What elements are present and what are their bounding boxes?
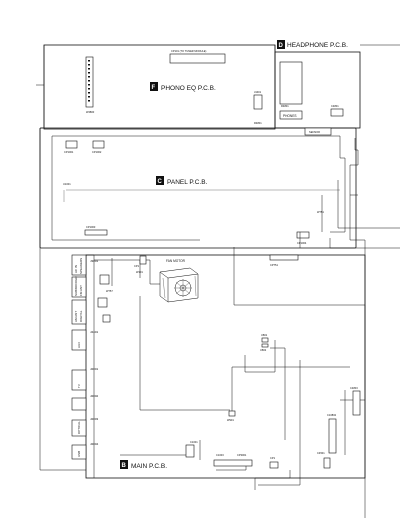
c4501-connector (324, 458, 330, 468)
tuner-connector (170, 54, 225, 63)
board-f-title: PHONO EQ P.C.B. (161, 85, 216, 92)
c1001-label: C1001 (190, 441, 198, 444)
cp1003-connector (85, 230, 107, 235)
cp3001-label: CP3001 (237, 454, 247, 457)
u802-part (262, 344, 268, 347)
u802-label: U802 (260, 349, 267, 352)
jack-label: DIGITAL (79, 310, 83, 322)
c4501-label: C4501 (317, 452, 325, 455)
jack-label: FM ANT (79, 285, 83, 296)
cp-center-part (229, 411, 235, 416)
cp1002-connector (93, 141, 104, 148)
c1003-label: C1003 (216, 454, 224, 457)
u1001-label: U1001 (63, 183, 71, 186)
w4800-label: W4800 (86, 111, 95, 114)
cp1x-connector (270, 462, 278, 468)
jack-label: TV (77, 384, 81, 388)
c10802-label: C10802 (327, 414, 337, 417)
fan-motor-drawing (160, 268, 198, 302)
jack-label: J2001 (90, 367, 99, 371)
r4801-label: R4801 (281, 105, 289, 108)
cp1001-label: CP1001 (64, 151, 74, 154)
phono-eq-pcb (44, 45, 275, 129)
board-b-title: MAIN P.C.B. (131, 463, 168, 470)
jack-label: AM ANT (74, 310, 78, 322)
relay-block-1 (100, 275, 109, 284)
jack-label: AC IN (74, 264, 78, 273)
jack-label: J2004 (90, 442, 99, 446)
phones-label: PHONES (283, 114, 297, 118)
c4801-label: C4801 (331, 105, 339, 108)
tuner-module-label: CP101 (TO TUNER MODULE) (171, 50, 207, 53)
w101-label: W101 (136, 271, 143, 274)
jack-label: OPTICAL (77, 421, 81, 434)
cp1002-label: CP1002 (92, 151, 102, 154)
sensor-tab-label: SENSOR (309, 131, 320, 134)
cp1-label: CP1 (134, 265, 140, 268)
c1001-connector (186, 445, 194, 457)
relay-block-2 (98, 298, 107, 307)
board-c-badge: C (157, 179, 162, 185)
main-pcb (86, 255, 365, 478)
jack-label: SPEAKERS (79, 257, 83, 274)
board-d-title: HEADPHONE P.C.B. (287, 42, 348, 49)
jack-label: AUX (77, 341, 81, 348)
interconnect-wiring (36, 45, 400, 518)
cp751-label: CP751 (270, 264, 278, 267)
jack-label: USB (77, 450, 81, 457)
phono-small-note: R4801 (254, 122, 262, 125)
jack-label: J2002 (90, 394, 99, 398)
j4401-label: J4401 (254, 91, 262, 94)
board-d-badge: D (278, 43, 283, 49)
relay-block-3 (103, 315, 110, 322)
cp1001-connector (66, 141, 77, 148)
jack-label: J2003 (90, 417, 99, 421)
c10802-connector (329, 419, 336, 453)
fan-motor-label: FAN MOTOR (166, 259, 185, 263)
jack-label: J3001 (90, 259, 99, 263)
c4803-connector (353, 391, 360, 415)
jack-label: SUBWOOFER (74, 276, 78, 296)
cp1004-label: CP1004 (297, 242, 307, 245)
w757-label: W757 (106, 290, 113, 293)
phono-jack (254, 95, 262, 109)
board-c-title: PANEL P.C.B. (167, 179, 208, 186)
u801-part (262, 338, 268, 342)
cp1004-connector (297, 232, 309, 238)
headphone-connector (331, 109, 343, 116)
cp1x-label: CP1 (270, 457, 276, 460)
c1003-connector (214, 460, 252, 466)
w751-label: W751 (317, 211, 324, 214)
cp751-connector (270, 255, 298, 260)
board-f-badge: F (151, 85, 156, 91)
cp1-connector (140, 256, 146, 264)
c4803-label: C4803 (350, 387, 358, 390)
u801-label: U801 (261, 334, 268, 337)
headphone-jack-body (280, 62, 302, 104)
board-b-badge: B (121, 463, 126, 469)
jack-label: J4401 (90, 330, 99, 334)
w901-label: W901 (227, 419, 234, 422)
cp1003-label: CP1003 (86, 226, 96, 229)
